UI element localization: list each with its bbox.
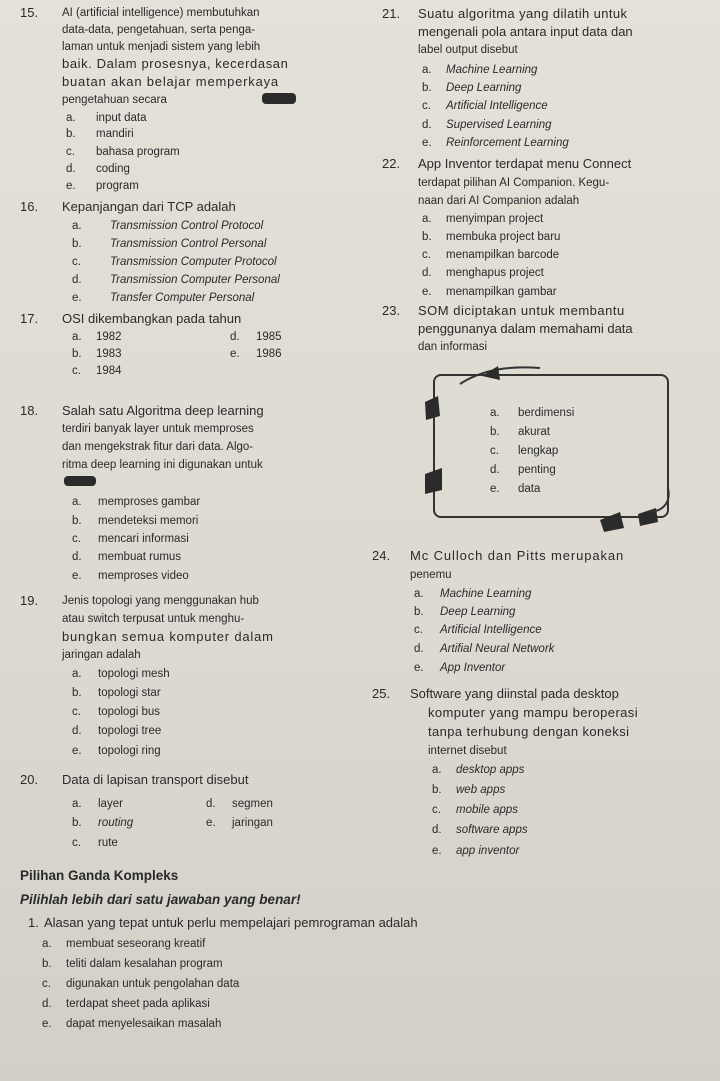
q16-option-text: Transfer Computer Personal (110, 292, 255, 304)
q22-line: terdapat pilihan AI Companion. Kegu- (418, 177, 610, 189)
q25-option-text: app inventor (456, 845, 520, 857)
q17-option-label: e. (230, 348, 240, 360)
q24-number: 24. (372, 548, 391, 563)
q23-option-text: penting (518, 464, 556, 476)
q22-option-text: menyimpan project (446, 213, 544, 225)
q21-line: Suatu algoritma yang dilatih untuk (418, 6, 628, 21)
q21-option-text: Artificial Intelligence (446, 100, 548, 112)
q18-option-label: e. (72, 570, 82, 582)
k1-number: 1. (28, 915, 39, 930)
q20-stem: Data di lapisan transport disebut (62, 772, 249, 787)
q20-number: 20. (20, 772, 39, 787)
q15-option-label: c. (66, 146, 75, 158)
k1-option-label: a. (42, 938, 52, 950)
q18-option-label: c. (72, 533, 81, 545)
q24-option-text: Machine Learning (440, 588, 532, 600)
q25-option-text: desktop apps (456, 764, 525, 776)
q19-option-label: a. (72, 668, 82, 680)
q19-number: 19. (20, 593, 39, 608)
q22-option-text: menampilkan barcode (446, 249, 560, 261)
q19-option-label: d. (72, 725, 82, 737)
k1-option-text: terdapat sheet pada aplikasi (66, 998, 210, 1010)
q17-option-text: 1984 (96, 365, 122, 377)
q22-option-label: d. (422, 267, 432, 279)
blank-redaction (262, 93, 296, 104)
q15-option-text: mandiri (96, 128, 134, 140)
q23-option-text: data (518, 483, 541, 495)
q16-option-label: d. (72, 274, 82, 286)
q23-option-label: c. (490, 445, 499, 457)
q19-option-text: topologi ring (98, 745, 161, 757)
q16-option-label: e. (72, 292, 82, 304)
k1-option-text: dapat menyelesaikan masalah (66, 1018, 222, 1030)
q20-option-label: d. (206, 798, 216, 810)
q21-option-text: Deep Learning (446, 82, 522, 94)
q17-option-text: 1986 (256, 348, 282, 360)
q16-option-text: Transmission Computer Protocol (110, 256, 277, 268)
q16-option-label: c. (72, 256, 81, 268)
q19-option-text: topologi mesh (98, 668, 170, 680)
q15-option-label: b. (66, 128, 76, 140)
q25-option-text: web apps (456, 784, 506, 796)
q21-option-label: d. (422, 119, 432, 131)
section-title: Pilihan Ganda Kompleks (20, 868, 179, 883)
q15-option-label: d. (66, 163, 76, 175)
q25-option-text: mobile apps (456, 804, 519, 816)
k1-option-label: b. (42, 958, 52, 970)
q24-option-label: b. (414, 606, 424, 618)
q18-option-text: membuat rumus (98, 551, 182, 563)
q24-line: penemu (410, 569, 452, 581)
q22-option-text: membuka project baru (446, 231, 561, 243)
q21-option-label: b. (422, 82, 432, 94)
q18-option-text: mendeteksi memori (98, 515, 199, 527)
q15-line: pengetahuan secara (62, 94, 167, 106)
q18-number: 18. (20, 403, 39, 418)
q23-line: dan informasi (418, 341, 488, 353)
q22-option-label: a. (422, 213, 432, 225)
q15-option-text: input data (96, 112, 147, 124)
q21-option-label: e. (422, 137, 432, 149)
q18-line: ritma deep learning ini digunakan untuk (62, 459, 263, 471)
q22-option-label: e. (422, 286, 432, 298)
q18-option-text: memproses gambar (98, 496, 201, 508)
q18-option-label: a. (72, 496, 82, 508)
q15-option-text: program (96, 180, 139, 192)
q15-option-label: e. (66, 180, 76, 192)
q15-option-text: coding (96, 163, 130, 175)
section-instruction: Pilihlah lebih dari satu jawaban yang benar! (20, 892, 301, 907)
q20-option-text: segmen (232, 798, 273, 810)
q25-option-label: e. (432, 845, 442, 857)
q20-option-label: c. (72, 837, 81, 849)
k1-option-text: digunakan untuk pengolahan data (66, 978, 240, 990)
q17-option-label: a. (72, 331, 82, 343)
q19-option-label: c. (72, 706, 81, 718)
q19-option-label: b. (72, 687, 82, 699)
q20-option-label: b. (72, 817, 82, 829)
q18-option-text: mencari informasi (98, 533, 189, 545)
q20-option-label: e. (206, 817, 216, 829)
q17-option-text: 1983 (96, 348, 122, 360)
q25-option-label: a. (432, 764, 442, 776)
q24-option-label: a. (414, 588, 424, 600)
q25-option-text: software apps (456, 824, 528, 836)
q20-option-label: a. (72, 798, 82, 810)
q16-option-text: Transmission Control Protocol (110, 220, 264, 232)
q17-option-label: c. (72, 365, 81, 377)
q16-stem: Kepanjangan dari TCP adalah (62, 199, 236, 214)
q24-option-label: d. (414, 643, 424, 655)
q23-number: 23. (382, 303, 401, 318)
q18-line: terdiri banyak layer untuk memproses (62, 423, 254, 435)
q17-option-text: 1985 (256, 331, 282, 343)
q17-number: 17. (20, 311, 39, 326)
q19-option-text: topologi star (98, 687, 161, 699)
q24-option-text: Artificial Intelligence (440, 624, 542, 636)
q16-option-label: b. (72, 238, 82, 250)
q25-line: internet disebut (428, 745, 507, 757)
q23-option-label: e. (490, 483, 500, 495)
q18-line: dan mengekstrak fitur dari data. Algo- (62, 441, 254, 453)
q25-line: komputer yang mampu beroperasi (428, 705, 638, 720)
q22-number: 22. (382, 156, 401, 171)
q25-line: tanpa terhubung dengan koneksi (428, 724, 630, 739)
q25-option-label: b. (432, 784, 442, 796)
q16-option-text: Transmission Computer Personal (110, 274, 280, 286)
k1-option-label: e. (42, 1018, 52, 1030)
q24-option-label: e. (414, 662, 424, 674)
q18-option-label: b. (72, 515, 82, 527)
k1-option-text: membuat seseorang kreatif (66, 938, 206, 950)
q23-option-label: b. (490, 426, 500, 438)
q20-option-text: rute (98, 837, 118, 849)
q15-number: 15. (20, 5, 39, 20)
q24-option-text: Deep Learning (440, 606, 516, 618)
k1-option-label: c. (42, 978, 51, 990)
q21-line: mengenali pola antara input data dan (418, 24, 633, 39)
q17-stem: OSI dikembangkan pada tahun (62, 311, 242, 326)
q25-number: 25. (372, 686, 391, 701)
q22-option-text: menghapus project (446, 267, 544, 279)
q24-line: Mc Culloch dan Pitts merupakan (410, 548, 625, 563)
q20-option-text: jaringan (232, 817, 273, 829)
q25-option-label: d. (432, 824, 442, 836)
k1-option-text: teliti dalam kesalahan program (66, 958, 223, 970)
q20-option-text: layer (98, 798, 123, 810)
q20-option-text: routing (98, 817, 134, 829)
k1-option-label: d. (42, 998, 52, 1010)
q16-option-label: a. (72, 220, 82, 232)
q19-line: bungkan semua komputer dalam (62, 629, 274, 644)
q16-option-text: Transmission Control Personal (110, 238, 267, 250)
q21-option-label: a. (422, 64, 432, 76)
q16-number: 16. (20, 199, 39, 214)
q25-line: Software yang diinstal pada desktop (410, 686, 619, 701)
q19-line: Jenis topologi yang menggunakan hub (62, 595, 259, 607)
q23-option-text: berdimensi (518, 407, 575, 419)
q22-line: naan dari AI Companion adalah (418, 195, 580, 207)
q19-line: atau switch terpusat untuk menghu- (62, 613, 245, 625)
k1-stem: Alasan yang tepat untuk perlu mempelajari pemrograman adalah (44, 915, 418, 930)
q23-line: SOM diciptakan untuk membantu (418, 303, 625, 318)
q22-option-label: b. (422, 231, 432, 243)
q21-option-text: Reinforcement Learning (446, 137, 569, 149)
blank-redaction (64, 476, 96, 486)
q23-option-text: akurat (518, 426, 550, 438)
q17-option-label: d. (230, 331, 240, 343)
q18-option-text: memproses video (98, 570, 189, 582)
q15-line: baik. Dalam prosesnya, kecerdasan (62, 56, 289, 71)
q19-option-label: e. (72, 745, 82, 757)
q15-line: data-data, pengetahuan, serta penga- (62, 24, 256, 36)
q22-line: App Inventor terdapat menu Connect (418, 156, 632, 171)
q22-option-label: c. (422, 249, 431, 261)
q23-option-text: lengkap (518, 445, 559, 457)
q25-option-label: c. (432, 804, 441, 816)
q15-option-text: bahasa program (96, 146, 180, 158)
q21-option-text: Machine Learning (446, 64, 538, 76)
q21-line: label output disebut (418, 44, 518, 56)
q18-line: Salah satu Algoritma deep learning (62, 403, 264, 418)
q24-option-text: Artifial Neural Network (440, 643, 555, 655)
q15-line: buatan akan belajar memperkaya (62, 74, 279, 89)
q19-line: jaringan adalah (62, 649, 141, 661)
q24-option-text: App Inventor (440, 662, 506, 674)
q24-option-label: c. (414, 624, 423, 636)
q23-option-label: a. (490, 407, 500, 419)
q19-option-text: topologi bus (98, 706, 161, 718)
q21-number: 21. (382, 6, 401, 21)
q17-option-text: 1982 (96, 331, 122, 343)
q22-option-text: menampilkan gambar (446, 286, 557, 298)
q23-option-label: d. (490, 464, 500, 476)
q15-line: AI (artificial intelligence) membutuhkan (62, 7, 260, 19)
q19-option-text: topologi tree (98, 725, 162, 737)
q15-option-label: a. (66, 112, 76, 124)
q17-option-label: b. (72, 348, 82, 360)
q21-option-text: Supervised Learning (446, 119, 552, 131)
q21-option-label: c. (422, 100, 431, 112)
q15-line: laman untuk menjadi sistem yang lebih (62, 41, 261, 53)
q23-line: penggunanya dalam memahami data (418, 321, 633, 336)
q18-option-label: d. (72, 551, 82, 563)
